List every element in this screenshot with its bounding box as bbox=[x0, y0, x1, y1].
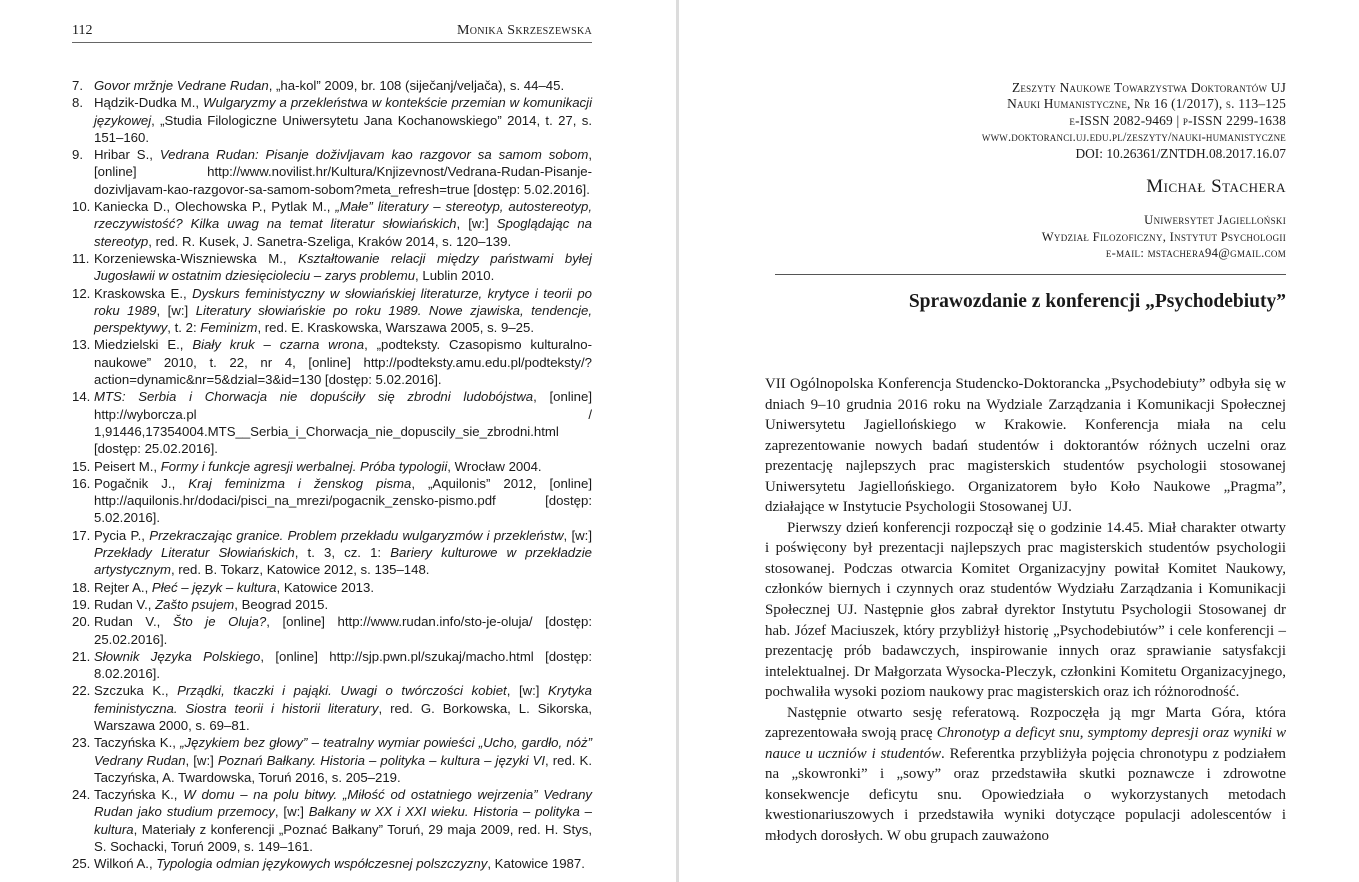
italic-text: Płeć – język – kultura bbox=[151, 579, 277, 595]
text-run: , „Studia Filologiczne Uniwersytetu Jana Kochanowskiego” 2014, t. 27, s. 151–160. bbox=[94, 112, 592, 145]
italic-text: MTS: Serbia i Chorwacja nie dopuściły się zbrodni ludobójstwa bbox=[94, 389, 534, 405]
text-run: Pycia P., bbox=[94, 527, 150, 543]
reference-item bbox=[72, 596, 592, 613]
text-run: Korzeniewska-Wiszniewska M., bbox=[94, 250, 299, 266]
text-run: , t. 3, cz. 1: bbox=[294, 545, 391, 561]
reference-item bbox=[72, 285, 592, 337]
reference-item bbox=[72, 198, 592, 250]
journal-issn: e-ISSN 2082-9469 | p-ISSN 2299-1638 bbox=[1069, 112, 1286, 128]
reference-number: 24. bbox=[72, 787, 91, 803]
text-run: , [online] http://www.rudan.info/sto-je-oluja/ [dostęp: 25.02.2016]. bbox=[94, 614, 592, 647]
text-run: , [w:] bbox=[506, 683, 549, 699]
reference-number: 22. bbox=[72, 683, 91, 699]
reference-item bbox=[72, 458, 592, 475]
italic-text: Spoglądając na stereotyp bbox=[94, 216, 593, 249]
text-run: , [online] http://www.novilist.hr/Kultura/Knjizevnost/Vedrana-Rudan-Pisanje-dozivljavam-kao-razgovor-sa-samom-sobom?meta_refresh=true [dostęp: 5.02.2016]. bbox=[94, 147, 593, 197]
italic-text: Zašto psujem bbox=[155, 596, 235, 612]
text-run: , [w:] bbox=[156, 302, 196, 318]
italic-text: Kształtowanie relacji między państwami byłej Jugosławii w ostatnim dziesięcioleciu – zarys problemu bbox=[94, 250, 592, 284]
text-run: , [w:] bbox=[456, 216, 497, 232]
text-run: . Referentka przybliżyła pojęcia chronotypu z podziałem na „skowronki” i „sowy” oraz przedstawiła skutki poznawcze i zdrowotne konsekwencje deficytu snu. Opowiedziała o wykorzystanych metodach kwestionariuszowych i przedstawiła wyniki dotyczące populacji adolescentów i młodych dorosłych. W obu grupach zauważono bbox=[765, 745, 1286, 845]
left-page bbox=[0, 0, 676, 882]
italic-text: Prządki, tkaczki i pająki. Uwagi o twórczości kobiet bbox=[177, 683, 507, 699]
right-page bbox=[679, 0, 1359, 882]
text-run: , red. E. Kraskowska, Warszawa 2005, s. 9–25. bbox=[257, 320, 535, 336]
text-run: Następnie otwarto sesję referatową. Rozpoczęła ją mgr Marta Góra, która zaprezentowała swoją pracę bbox=[765, 704, 1286, 742]
running-author: Monika Skrzeszewska bbox=[457, 23, 592, 38]
reference-number: 18. bbox=[72, 579, 91, 595]
body-paragraph bbox=[765, 703, 1286, 847]
reference-item bbox=[72, 250, 592, 285]
italic-text: Feminizm bbox=[200, 320, 258, 336]
author-affiliation bbox=[1042, 212, 1286, 262]
text-run: , [online] http://wyborcza.pl / 1,91446,17354004.MTS__Serbia_i_Chorwacja_nie_dopuscily_sie_zbrodni.html [dostęp: 25.02.2016]. bbox=[94, 389, 593, 457]
reference-item bbox=[72, 855, 592, 872]
text-run: , Katowice 2013. bbox=[276, 579, 375, 595]
journal-url[interactable]: www.doktoranci.uj.edu.pl/zeszyty/nauki-humanistyczne bbox=[981, 130, 1286, 145]
italic-text: Što je Oluja? bbox=[172, 614, 267, 630]
text-run: Peisert M., bbox=[94, 458, 161, 474]
reference-number: 21. bbox=[72, 648, 91, 664]
text-run: Pogačnik J., bbox=[94, 475, 189, 491]
italic-text: „Małe” literatury – stereotyp, autostereotyp, rzeczywistość? Kilka uwag na temat literatur słowiańskich bbox=[94, 199, 593, 232]
affiliation-institute: Wydział Filozoficzny, Instytut Psychologii bbox=[1041, 229, 1286, 244]
reference-number: 14. bbox=[72, 389, 91, 405]
italic-text: Słownik Języka Polskiego bbox=[94, 648, 261, 664]
italic-text: Przekłady Literatur Słowiańskich bbox=[94, 545, 295, 561]
text-run: Rudan V., bbox=[94, 596, 156, 612]
text-run: , red. K. Taczyńska, A. Twardowska, Toruń 2016, s. 205–219. bbox=[94, 752, 592, 785]
italic-text: Poznań Bałkany. Historia – polityka – kultura – języki VI bbox=[217, 752, 546, 768]
text-run: Hribar S., bbox=[94, 147, 160, 163]
reference-number: 9. bbox=[72, 147, 83, 163]
journal-name: Zeszyty Naukowe Towarzystwa Doktorantów UJ bbox=[1012, 80, 1286, 95]
italic-text: Chronotyp a deficyt snu, symptomy depresji oraz wyniki w nauce u uczniów i studentów bbox=[765, 725, 1286, 762]
reference-item bbox=[72, 77, 592, 94]
article-title: Sprawozdanie z konferencji „Psychodebiuty” bbox=[908, 291, 1286, 312]
italic-text: Bariery kulturowe w przekładzie artystycznym bbox=[94, 545, 592, 578]
reference-item bbox=[72, 682, 592, 734]
reference-list bbox=[72, 77, 592, 873]
italic-text: Przekraczając granice. Problem przekładu wulgaryzmów i przekleństw bbox=[149, 527, 564, 543]
text-run: , t. 2: bbox=[167, 320, 201, 336]
reference-number: 23. bbox=[72, 735, 91, 751]
italic-text: Krytyka feministyczna. Siostra teorii i historii literatury bbox=[94, 683, 592, 716]
text-run: Rejter A., bbox=[94, 579, 152, 595]
reference-number: 7. bbox=[72, 78, 83, 93]
body-paragraph bbox=[765, 518, 1286, 703]
title-divider bbox=[775, 274, 1286, 275]
reference-number: 12. bbox=[72, 285, 91, 301]
reference-number: 8. bbox=[72, 95, 83, 111]
italic-text: „Językiem bez głowy” – teatralny wymiar powieści „Ucho, gardło, nóż” Vedrany Rudan bbox=[94, 735, 593, 768]
text-run: , „podteksty. Czasopismo kulturalno-naukowe” 2010, t. 22, nr 4, [online] http://podteksty.amu.edu.pl/podteksty/?action=dynamic&nr=5&dzial=3&id=130 [dostęp: 5.02.2016]. bbox=[94, 337, 592, 388]
text-run: , [w:] bbox=[185, 752, 218, 768]
text-run: Wilkoń A., bbox=[94, 856, 157, 872]
text-run: Miedzielski E., bbox=[94, 337, 193, 353]
reference-item bbox=[72, 648, 592, 683]
reference-number: 25. bbox=[72, 856, 91, 872]
text-run: Hądzik-Dudka M., bbox=[94, 95, 204, 111]
italic-text: Wulgaryzmy a przekleństwa w kontekście przemian w komunikacji językowej bbox=[94, 95, 593, 128]
affiliation-email[interactable]: e-mail: mstachera94@gmail.com bbox=[1105, 246, 1286, 261]
text-run: , [w:] bbox=[274, 804, 309, 820]
text-run: , Beograd 2015. bbox=[234, 596, 329, 612]
article-body bbox=[765, 374, 1286, 847]
italic-text: W domu – na polu bitwy. „Miłość od ostatniego wejrzenia” Vedrany Rudan jako studium przemocy bbox=[94, 787, 593, 820]
reference-number: 10. bbox=[72, 199, 91, 215]
reference-item bbox=[72, 579, 592, 596]
affiliation-university: Uniwersytet Jagielloński bbox=[1144, 213, 1286, 227]
reference-item bbox=[72, 527, 592, 579]
journal-header bbox=[982, 80, 1286, 162]
journal-series: Nauki Humanistyczne, Nr 16 (1/2017), s. 113–125 bbox=[1007, 96, 1286, 112]
italic-text: Typologia odmian językowych współczesnej polszczyzny bbox=[156, 856, 488, 872]
text-run: Taczyńska K., bbox=[94, 735, 181, 751]
reference-item bbox=[72, 146, 592, 198]
text-run: Pierwszy dzień konferencji rozpoczął się o godzinie 14.45. Miał charakter otwarty i poświęcony był prezentacji najlepszych prac magisterskich studentów psychologii stosowanej. Podczas otwarcia Komitet Organizacyjny powitał Komitet Naukowy, członków biernych i czynnych oraz studentów Wydziału Zarządzania i Komunikacji Społecznej UJ. Następnie głos zabrał dyrektor Instytutu Psychologii Stosowanej dr hab. Józef Maciuszek, który przybliżył historię „Psychodebiutów” i cele konferencji – prezentację prób badawczych, inspirowanie innych oraz sprawianie satysfakcji intelektualnej. Dr Małgorzata Wysocka-Pleczyk, członkini Komitetu Organizacyjnego, pochwaliła wysoki poziom naukowy prac magisterskich oraz ich różnorodność. bbox=[765, 519, 1286, 701]
text-run: , [w:] bbox=[563, 527, 593, 543]
reference-item bbox=[72, 388, 592, 457]
italic-text: Vedrana Rudan: Pisanje doživljavam kao razgovor sa samom sobom bbox=[159, 147, 589, 163]
text-run: , red. G. Borkowska, L. Sikorska, Warszawa 2000, s. 69–81. bbox=[94, 700, 592, 733]
text-run: , „ha-kol” 2009, br. 108 (siječanj/veljača), s. 44–45. bbox=[268, 78, 565, 93]
text-run: , Lublin 2010. bbox=[415, 268, 495, 284]
text-run: Kaniecka D., Olechowska P., Pytlak M., bbox=[94, 199, 336, 215]
italic-text: Biały kruk – czarna wrona bbox=[192, 337, 365, 353]
text-run: VII Ogólnopolska Konferencja Studencko-Doktorancka „Psychodebiuty” odbyła się w dniach 9–10 grudnia 2016 roku na Wydziale Zarządzania i Komunikacji Społecznej Uniwersytetu Jagiellońskiego w Krakowie. Konferencja miała na celu zaprezentowanie nowych badań studentów i doktorantów różnych uczelni oraz prezentację najlepszych prac magisterskich studentów psychologii stosowanej Uniwersytetu Jagiellońskiego. Organizatorem było Koło Naukowe „Pragma”, działające w Instytucie Psychologii Stosowanej UJ. bbox=[765, 376, 1286, 516]
italic-text: Govor mržnje Vedrane Rudan bbox=[94, 78, 269, 93]
text-run: , [online] http://sjp.pwn.pl/szukaj/macho.html [dostęp: 8.02.2016]. bbox=[94, 648, 592, 682]
reference-number: 15. bbox=[72, 458, 91, 474]
text-run: Kraskowska E., bbox=[94, 285, 193, 301]
reference-item bbox=[72, 734, 592, 786]
text-run: , Katowice 1987. bbox=[487, 856, 585, 872]
running-head bbox=[72, 22, 592, 43]
text-run: Taczyńska K., bbox=[94, 787, 184, 803]
text-run: , Materiały z konferencji „Poznać Bałkany” Toruń, 29 maja 2009, red. H. Stys, S. Sochacki, Toruń 2009, s. 149–161. bbox=[94, 821, 592, 855]
text-run: , red. R. Kusek, J. Sanetra-Szeliga, Kraków 2014, s. 120–139. bbox=[148, 233, 512, 249]
text-run: , Wrocław 2004. bbox=[447, 458, 542, 474]
reference-item bbox=[72, 336, 592, 388]
italic-text: Bałkany w XX i XXI wieku. Historia – polityka – kultura bbox=[94, 804, 592, 837]
italic-text: Dyskurs feministyczny w słowiańskiej literaturze, krytyce i teorii po roku 1989 bbox=[94, 285, 592, 318]
reference-item bbox=[72, 475, 592, 527]
text-run: Szczuka K., bbox=[94, 683, 178, 699]
page-number: 112 bbox=[72, 23, 93, 38]
reference-item bbox=[72, 786, 592, 855]
text-run: , red. B. Tokarz, Katowice 2012, s. 135–148. bbox=[170, 562, 430, 578]
reference-number: 20. bbox=[72, 614, 91, 630]
reference-item bbox=[72, 613, 592, 648]
text-run: Rudan V., bbox=[94, 614, 173, 630]
reference-number: 19. bbox=[72, 596, 91, 612]
italic-text: Formy i funkcje agresji werbalnej. Próba typologii bbox=[160, 458, 448, 474]
article-author: Michał Stachera bbox=[1146, 176, 1286, 197]
journal-doi: DOI: 10.26361/ZNTDH.08.2017.16.07 bbox=[1075, 145, 1286, 161]
reference-number: 16. bbox=[72, 475, 91, 491]
italic-text: Literatury słowiańskie po roku 1989. Nowe zjawiska, tendencje, perspektywy bbox=[94, 302, 592, 336]
reference-number: 13. bbox=[72, 337, 91, 353]
italic-text: Kraj feminizma i ženskog pisma bbox=[188, 475, 412, 491]
reference-item bbox=[72, 94, 592, 146]
reference-number: 17. bbox=[72, 527, 91, 543]
reference-number: 11. bbox=[72, 250, 90, 266]
text-run: , „Aquilonis” 2012, [online] http://aquilonis.hr/dodaci/pisci_na_mrezi/pogacnik_zensko-pismo.pdf [dostęp: 5.02.2016]. bbox=[94, 475, 592, 526]
body-paragraph bbox=[765, 374, 1286, 518]
